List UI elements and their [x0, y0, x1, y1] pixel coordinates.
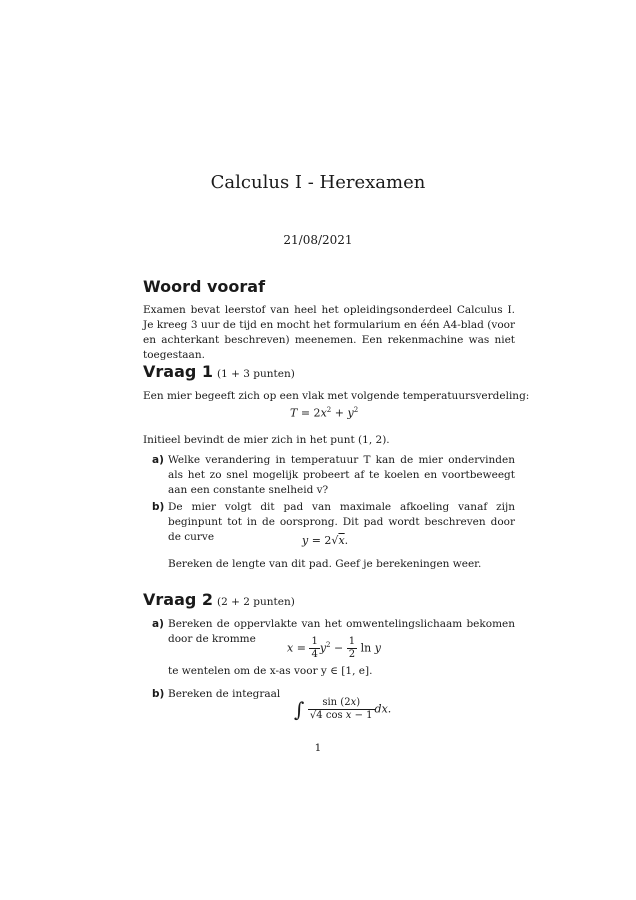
equation-curve-revolution: x = $\frac{1}{4}$ $y^2$ − $\frac{1}{2}$ ln y — [287, 636, 381, 660]
page-number: 1 — [314, 742, 322, 754]
vraag-2-b-text: Bereken de integraal — [168, 688, 281, 700]
section-heading-vraag-1 — [143, 362, 295, 381]
vraag-2-a-after: te wentelen om de x-as voor y ∈ [1, e]. — [168, 665, 373, 677]
item-label-a: a) — [152, 454, 164, 466]
vraag-1-b-after: Bereken de lengte van dit pad. Geef je berekeningen weer. — [168, 558, 482, 570]
woord-vooraf-text: Examen bevat leerstof van heel het opleidingsonderdeel Calculus I. Je kreeg 3 uur de tijd en mocht het formularium en één A4-blad (voor en achterkant beschreven) meenemen. Een rekenmachine was niet toegestaan. — [143, 304, 515, 361]
vraag-1-intro: Een mier begeeft zich op een vlak met volgende temperatuursverdeling: — [143, 390, 530, 402]
vraag-2-title: Vraag 2 — [143, 590, 214, 609]
document-title: Calculus I - Herexamen — [210, 172, 426, 193]
section-heading-woord-vooraf: Woord vooraf — [143, 277, 266, 296]
vraag-1-title: Vraag 1 — [143, 362, 214, 381]
vraag-2-a-text: Bereken de oppervlakte van het omwentelingslichaam bekomen door de kromme — [168, 618, 515, 645]
vraag-1-item-a — [152, 453, 515, 498]
equation-integral: ∫ $\frac{\sin (2x)}{\text{√4 cos x − 1}}$ dx. — [294, 697, 392, 722]
document-date: 21/08/2021 — [283, 233, 353, 247]
item-label-b: b) — [152, 501, 165, 513]
equation-temperature: $T = 2x^2 + y^2$ — [290, 406, 359, 420]
equation-curve: y = 2√x. — [302, 534, 349, 547]
item-label-b: b) — [152, 688, 165, 700]
vraag-1-a-text: Welke verandering in temperatuur T kan de mier ondervinden als het zo snel mogelijk probeert af te koelen en voortbeweegt aan een constante snelheid v? — [168, 454, 515, 496]
section-heading-vraag-2 — [143, 590, 295, 609]
vraag-2-points: (2 + 2 punten) — [217, 596, 295, 608]
vraag-1-start-text: Initieel bevindt de mier zich in het punt (1, 2). — [143, 434, 390, 446]
vraag-1-b-text: De mier volgt dit pad van maximale afkoeling vanaf zijn beginpunt tot in de oorsprong. Dit pad wordt beschreven door de curve — [168, 501, 515, 543]
vraag-1-points: (1 + 3 punten) — [217, 368, 295, 380]
item-label-a: a) — [152, 618, 164, 630]
